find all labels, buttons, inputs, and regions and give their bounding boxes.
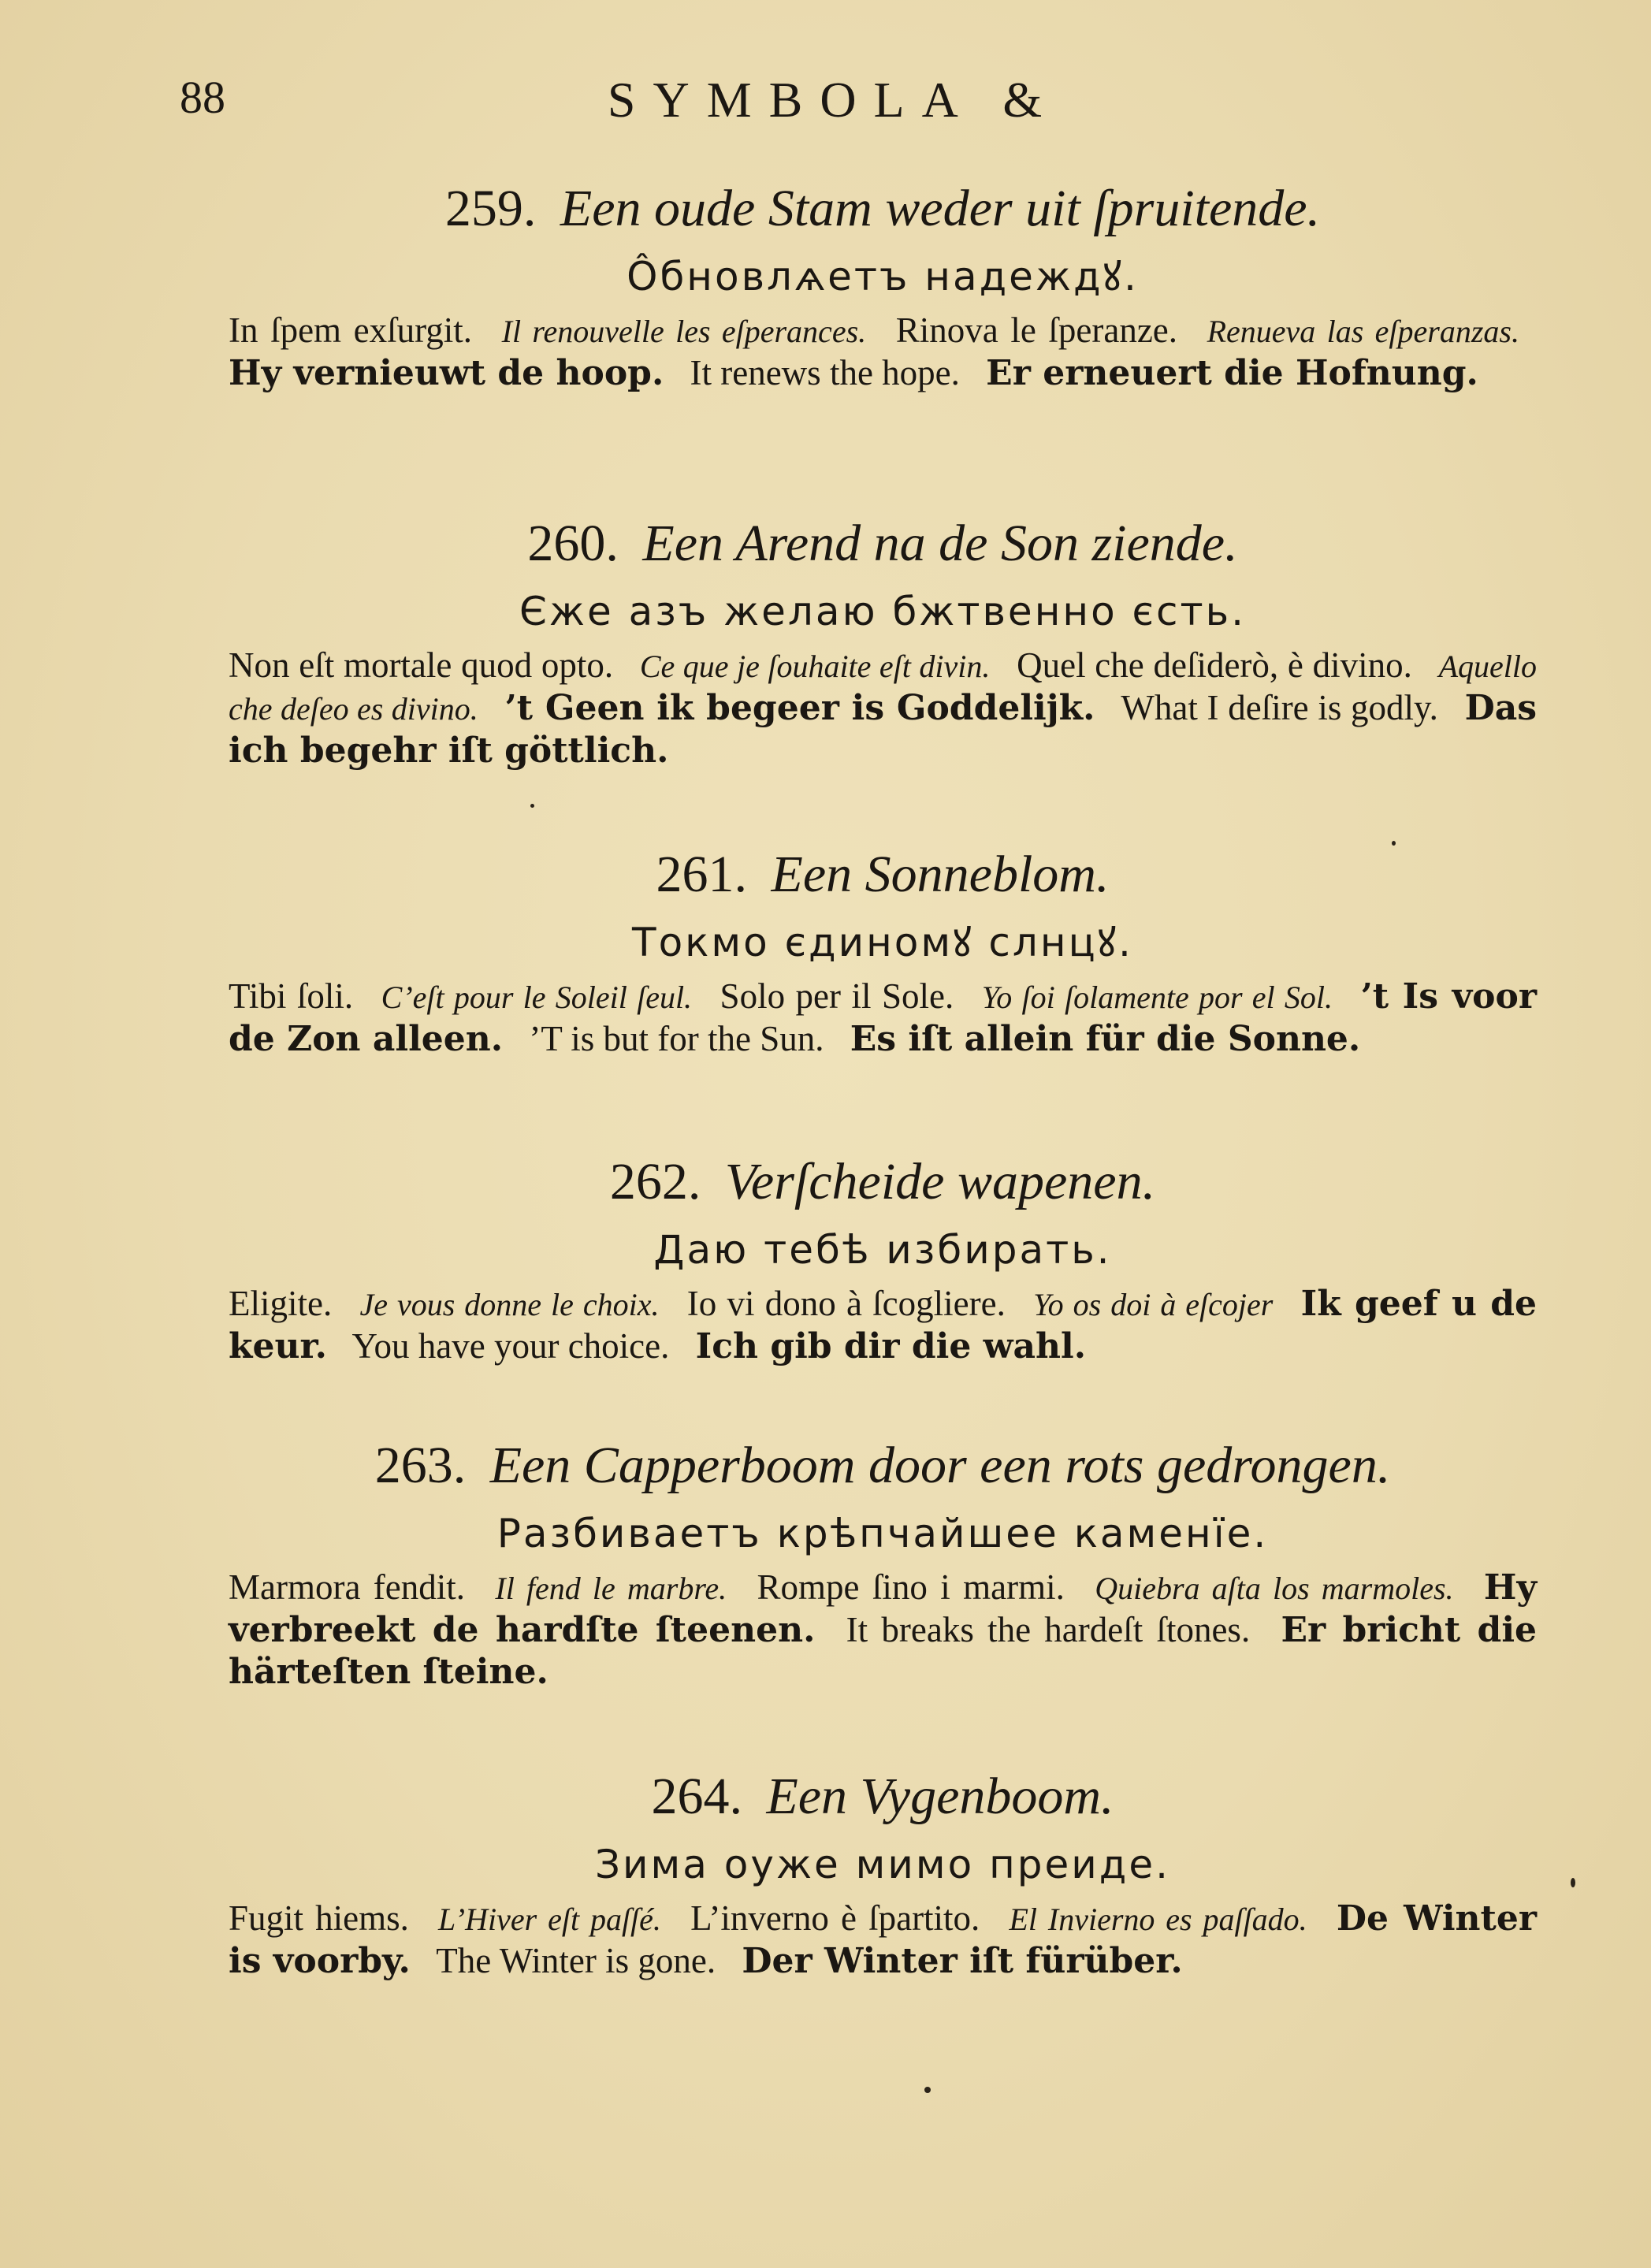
dutch-motto: Hy verbreekt de hardſte ſteenen. <box>229 1567 1538 1650</box>
entry-heading <box>229 1151 1537 1214</box>
german-motto: Das ich begehr iſt göttlich. <box>229 688 1538 771</box>
entry-heading <box>229 843 1537 906</box>
entry-title: Een Sonneblom. <box>771 846 1110 903</box>
entry-title: Een Vygenboom. <box>766 1768 1114 1825</box>
paper-speck <box>1571 1878 1575 1887</box>
english-motto: You have your choice. <box>351 1326 670 1366</box>
entry-title: Een Capperboom door een rots gedrongen. <box>489 1437 1391 1494</box>
slavonic-motto: Даю тебѣ избирать. <box>653 1227 1112 1273</box>
entry-number: 264. <box>651 1768 742 1825</box>
french-motto: L’Hiver eſt paſſé. <box>438 1902 661 1937</box>
french-motto: Il fend le marbre. <box>495 1571 727 1606</box>
entry-number: 262. <box>609 1153 701 1210</box>
running-title: SYMBOLA & <box>607 72 1060 128</box>
italian-motto: Solo per il Sole. <box>720 976 954 1016</box>
spanish-motto: Yo ſoi ſolamente por el Sol. <box>981 980 1333 1015</box>
slavonic-motto: Токмо єдиномꙋ слнцꙋ. <box>632 920 1133 965</box>
paper-speck <box>530 804 534 808</box>
italian-motto: Rompe ſino i marmi. <box>757 1567 1065 1607</box>
dutch-motto: ’t Geen ik begeer is Goddelijk. <box>504 688 1095 728</box>
emblem-entry-260 <box>229 512 1537 771</box>
page-number: 88 <box>180 72 225 123</box>
spanish-motto: Renueva las eſperanzas. <box>1207 314 1519 349</box>
running-head <box>0 71 1651 134</box>
english-motto: The Winter is gone. <box>436 1941 716 1980</box>
dutch-motto: Hy vernieuwt de hoop. <box>229 353 664 393</box>
french-motto: Il renouvelle les eſperances. <box>501 314 867 349</box>
english-motto: It renews the hope. <box>690 353 960 392</box>
entry-heading <box>229 1434 1537 1497</box>
spanish-motto: El Invierno es paſſado. <box>1009 1902 1307 1937</box>
french-motto: Ce que je ſouhaite eſt divin. <box>639 649 991 684</box>
spanish-motto: Quiebra aſta los marmoles. <box>1095 1571 1454 1606</box>
entry-number: 259. <box>444 180 537 237</box>
latin-motto: Non eſt mortale quod opto. <box>229 645 614 685</box>
entry-title: Verſcheide wapenen. <box>724 1153 1156 1210</box>
paper-speck <box>924 2087 931 2093</box>
french-motto: Je vous donne le choix. <box>359 1287 660 1322</box>
german-motto: Ich gib dir die wahl. <box>695 1326 1087 1366</box>
dutch-motto: Ik geef u de keur. <box>229 1284 1538 1366</box>
entry-title: Een oude Stam weder uit ſpruitende. <box>560 180 1321 237</box>
italian-motto: Rinova le ſperanze. <box>895 310 1178 350</box>
english-motto: ’T is but for the Sun. <box>529 1019 824 1058</box>
emblem-entry-261 <box>229 843 1537 1060</box>
emblem-entry-263 <box>229 1434 1537 1693</box>
slavonic-motto: Зима оуже мимо преиде. <box>594 1842 1170 1887</box>
dutch-motto: De Winter is voorby. <box>229 1898 1538 1981</box>
entry-title: Een Arend na de Son ziende. <box>642 515 1238 572</box>
emblem-entry-259 <box>229 177 1537 394</box>
italian-motto: Quel che deſiderò, è divino. <box>1017 645 1412 685</box>
english-motto: What I deſire is godly. <box>1121 688 1438 727</box>
entry-heading <box>229 512 1537 575</box>
italian-motto: L’inverno è ſpartito. <box>690 1898 980 1938</box>
german-motto: Es iſt allein für die Sonne. <box>850 1019 1361 1059</box>
latin-motto: Tibi ſoli. <box>229 976 354 1016</box>
paper-speck <box>1392 841 1396 846</box>
german-motto: Er bricht die härteſten ſteine. <box>229 1610 1538 1692</box>
translations-paragraph <box>229 1283 1537 1367</box>
german-motto: Er erneuert die Hofnung. <box>986 353 1478 393</box>
emblem-entry-262 <box>229 1151 1537 1367</box>
translations-paragraph <box>229 645 1537 771</box>
emblem-entry-264 <box>229 1765 1537 1982</box>
entry-heading <box>229 1765 1537 1828</box>
spanish-motto: Yo os doi à eſcojer <box>1033 1287 1274 1322</box>
translations-paragraph <box>229 310 1537 394</box>
entry-number: 263. <box>374 1437 467 1494</box>
translations-paragraph <box>229 1898 1537 1982</box>
italian-motto: Io vi dono à ſcogliere. <box>686 1284 1006 1323</box>
entry-number: 261. <box>656 846 748 903</box>
slavonic-motto: Разбиваетъ крѣпчайшее каменїе. <box>496 1511 1269 1556</box>
french-motto: C’eſt pour le Soleil ſeul. <box>381 980 693 1015</box>
english-motto: It breaks the hardeſt ſtones. <box>846 1610 1251 1649</box>
slavonic-motto: Ôбновлѧетъ надеждꙋ. <box>627 254 1139 299</box>
latin-motto: Marmora fendit. <box>229 1567 466 1607</box>
dutch-motto: ’t Is voor de Zon alleen. <box>229 976 1538 1059</box>
latin-motto: In ſpem exſurgit. <box>229 310 473 350</box>
translations-paragraph <box>229 976 1537 1060</box>
german-motto: Der Winter iſt fürüber. <box>742 1941 1183 1981</box>
translations-paragraph <box>229 1567 1537 1693</box>
slavonic-motto: Єже азъ желаю бжтвенно єсть. <box>519 589 1246 634</box>
latin-motto: Fugit hiems. <box>229 1898 409 1938</box>
spanish-motto: Aquello che deſeo es divino. <box>229 649 1538 727</box>
entry-heading <box>229 177 1537 240</box>
latin-motto: Eligite. <box>229 1284 333 1323</box>
entry-number: 260. <box>527 515 619 572</box>
